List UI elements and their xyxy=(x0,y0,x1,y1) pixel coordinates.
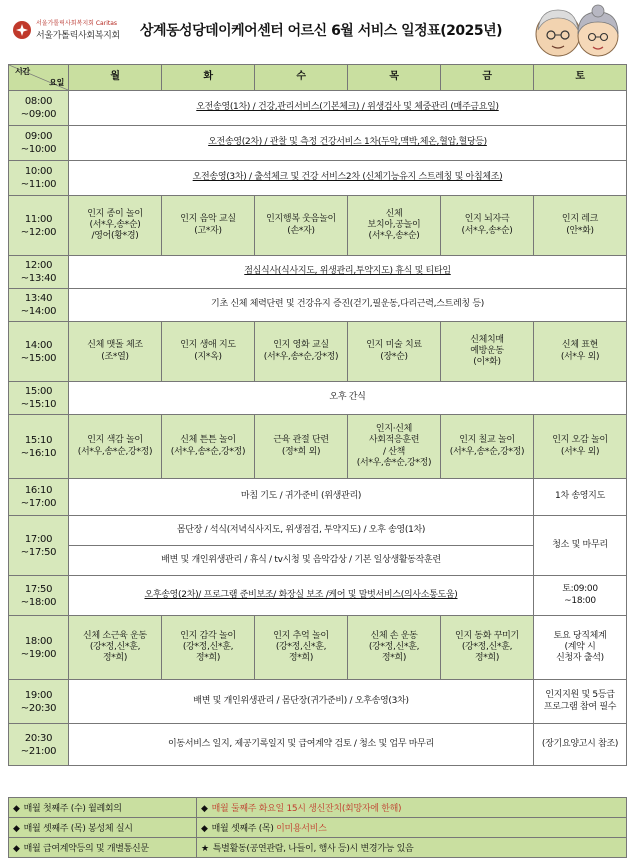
activity-cell-wed: 근육 관절 단련 (정*희 외) xyxy=(255,415,348,479)
notes-table xyxy=(8,797,627,858)
schedule-table xyxy=(8,64,627,766)
day-header-mon: 월 xyxy=(69,65,162,91)
note-right xyxy=(197,818,627,838)
note-row xyxy=(9,798,627,818)
day-header-wed: 수 xyxy=(255,65,348,91)
time-slot: 18:00 ~19:00 xyxy=(9,616,69,680)
activity-cell-sat: 인지 레크 (안*화) xyxy=(534,196,627,256)
activity-cell-sat: 신체 표현 (서*우 외) xyxy=(534,322,627,382)
note-text: 매월 셋째주 (목) 봉성체 실시 xyxy=(23,824,133,834)
activity-cell-mon: 인지 색감 놀이 (서*우,송*순,강*정) xyxy=(69,415,162,479)
note-row xyxy=(9,838,627,858)
activity-cell-tue: 인지 생애 지도 (지*옥) xyxy=(162,322,255,382)
activity-cell: 오전송영(1차) / 건강,관리서비스(기본체크) / 위생검사 및 체중관리 (매주금요일) xyxy=(69,91,627,126)
schedule-row xyxy=(9,126,627,161)
note-text: 매월 셋째주 (목) xyxy=(211,824,277,834)
schedule-row xyxy=(9,256,627,289)
note-highlight: 이미용서비스 xyxy=(276,824,327,834)
time-slot: 09:00 ~10:00 xyxy=(9,126,69,161)
activity-cell: 이동서비스 일지, 제공기록일지 및 급여계약 검토 / 청소 및 업무 마무리 xyxy=(69,724,534,766)
note-left xyxy=(9,838,197,858)
time-slot: 12:00 ~13:40 xyxy=(9,256,69,289)
day-header-row xyxy=(9,65,627,91)
corner-day-label: 요일 xyxy=(49,78,64,87)
note-text: 매월 둘째주 화요일 15시 생신잔치(회망자에 한해) xyxy=(211,804,402,814)
activity-cell-tue: 인지 음악 교실 (고*자) xyxy=(162,196,255,256)
note-text: 특별활동(공연관람, 나들이, 행사 등)시 변경가능 있음 xyxy=(212,844,414,854)
schedule-row xyxy=(9,680,627,724)
day-header-tue: 화 xyxy=(162,65,255,91)
activity-cell: 점심식사(식사지도, 위생관리,투약지도) 휴식 및 티타임 xyxy=(69,256,627,289)
activity-cell-thu: 인지 미술 치료 (장*순) xyxy=(348,322,441,382)
caritas-logo-icon xyxy=(12,20,32,40)
elderly-couple-illustration-icon xyxy=(526,2,626,62)
activity-cell-thu: 인지·신체 사회적응훈련 / 산책 (서*우,송*순,강*정) xyxy=(348,415,441,479)
diamond-bullet-icon: ◆ xyxy=(201,804,208,814)
activity-cell-fri: 인지 동화 꾸미기 (강*정,신*훈, 정*희) xyxy=(441,616,534,680)
activity-cell-wed: 인지 영화 교실 (서*우,송*순,강*정) xyxy=(255,322,348,382)
time-slot: 17:00 ~17:50 xyxy=(9,516,69,576)
time-slot: 19:00 ~20:30 xyxy=(9,680,69,724)
time-slot: 10:00 ~11:00 xyxy=(9,161,69,196)
time-day-corner xyxy=(9,65,69,91)
diamond-bullet-icon: ◆ xyxy=(13,824,20,834)
schedule-row xyxy=(9,289,627,322)
activity-cell: 오전송영(2차) / 관찰 및 측정 건강서비스 1차(두악,맥박,체온,혈압,혈당등) xyxy=(69,126,627,161)
diamond-bullet-icon: ◆ xyxy=(201,824,208,834)
activity-cell-tue: 인지 감각 놀이 (강*정,신*훈, 정*희) xyxy=(162,616,255,680)
schedule-row xyxy=(9,616,627,680)
saturday-note: 1차 송영지도 xyxy=(534,479,627,516)
activity-cell: 배변 및 개인위생관리 / 몸단장(귀가준비) / 오후송영(3차) xyxy=(69,680,534,724)
time-slot: 16:10 ~17:00 xyxy=(9,479,69,516)
time-slot: 15:00 ~15:10 xyxy=(9,382,69,415)
saturday-note: 토:09:00 ~18:00 xyxy=(534,576,627,616)
activity-cell-mon: 신체 소근육 운동 (강*정,신*훈, 정*희) xyxy=(69,616,162,680)
activity-cell-fri: 인지 뇌자극 (서*우,송*순) xyxy=(441,196,534,256)
corner-time-label: 시간 xyxy=(15,67,30,76)
note-right xyxy=(197,798,627,818)
note-left xyxy=(9,818,197,838)
activity-cell: 오후송영(2차)/ 프로그램 준비보조/ 화장실 보조 /케어 및 말벗서비스(의사소통도움) xyxy=(69,576,534,616)
diamond-bullet-icon: ◆ xyxy=(13,844,20,854)
schedule-row xyxy=(9,322,627,382)
activity-cell: 마침 기도 / 귀가준비 (위생관리) xyxy=(69,479,534,516)
day-header-sat: 토 xyxy=(534,65,627,91)
saturday-note: 청소 및 마무리 xyxy=(534,516,627,576)
saturday-note: (장기요양고시 참조) xyxy=(534,724,627,766)
diamond-bullet-icon: ◆ xyxy=(13,804,20,814)
schedule-row xyxy=(9,91,627,126)
activity-cell-wed: 인지 추억 놀이 (강*정,신*훈, 정*희) xyxy=(255,616,348,680)
schedule-row xyxy=(9,479,627,516)
activity-cell: 오전송영(3차) / 출석체크 및 건강 서비스2차 (신체기능유지 스트레칭 및 아침체조) xyxy=(69,161,627,196)
time-slot: 08:00 ~09:00 xyxy=(9,91,69,126)
day-header-fri: 금 xyxy=(441,65,534,91)
activity-cell-thu: 신체 손 운동 (강*정,신*훈, 정*희) xyxy=(348,616,441,680)
activity-cell-mon: 신체 맷돌 체조 (조*열) xyxy=(69,322,162,382)
note-text: 매월 급여계약등의 및 개별통신문 xyxy=(23,844,149,854)
time-slot: 15:10 ~16:10 xyxy=(9,415,69,479)
schedule-row xyxy=(9,415,627,479)
schedule-row xyxy=(9,382,627,415)
activity-cell-tue: 신체 튼튼 놀이 (서*우,송*순,강*정) xyxy=(162,415,255,479)
organization-logo xyxy=(12,16,132,46)
time-slot: 13:40 ~14:00 xyxy=(9,289,69,322)
note-text: 매월 첫째주 (수) 월례회의 xyxy=(23,804,122,814)
activity-cell: 기초 신체 체력단련 및 건강유지 증진(걷기,필운동,다리근력,스트레칭 등) xyxy=(69,289,627,322)
saturday-note: 인지지원 및 5등급 프로그램 참여 필수 xyxy=(534,680,627,724)
note-right xyxy=(197,838,627,858)
page-title: 상계동성당데이케어센터 어르신 6월 서비스 일정표(2025년) xyxy=(139,23,503,39)
activity-cell: 몸단장 / 석식(저녁식사지도, 위생점검, 투약지도) / 오후 송영(1차) xyxy=(69,516,534,546)
activity-cell-fri: 인지 칠교 놀이 (서*우,송*순,강*정) xyxy=(441,415,534,479)
schedule-row xyxy=(9,576,627,616)
schedule-row xyxy=(9,724,627,766)
activity-cell-sat: 인지 오감 놀이 (서*우 외) xyxy=(534,415,627,479)
schedule-row xyxy=(9,161,627,196)
time-slot: 20:30 ~21:00 xyxy=(9,724,69,766)
page-header xyxy=(0,0,632,62)
note-left xyxy=(9,798,197,818)
schedule-row xyxy=(9,196,627,256)
star-bullet-icon: ★ xyxy=(201,844,209,854)
activity-cell: 오후 간식 xyxy=(69,382,627,415)
activity-cell-mon: 인지 종이 놀이 (서*우,송*순) /영어(황*경) xyxy=(69,196,162,256)
activity-cell-wed: 인지행복 웃음놀이 (손*자) xyxy=(255,196,348,256)
activity-cell-thu: 신체 보치아,공놀이 (서*우,송*순) xyxy=(348,196,441,256)
logo-main-text: 서울가톨릭사회복지회 xyxy=(36,31,120,41)
activity-cell: 배변 및 개인위생관리 / 휴식 / tv시청 및 음악감상 / 기본 일상생활동작훈련 xyxy=(69,546,534,576)
time-slot: 11:00 ~12:00 xyxy=(9,196,69,256)
day-header-thu: 목 xyxy=(348,65,441,91)
activity-cell-fri: 신체치매 예방운동 (이*화) xyxy=(441,322,534,382)
saturday-note: 토요 당직체계 (계약 시 신청자 출석) xyxy=(534,616,627,680)
schedule-row xyxy=(9,516,627,546)
note-row xyxy=(9,818,627,838)
logo-small-text: 서울가톨릭사회복지회 Caritas xyxy=(36,20,118,27)
time-slot: 14:00 ~15:00 xyxy=(9,322,69,382)
time-slot: 17:50 ~18:00 xyxy=(9,576,69,616)
